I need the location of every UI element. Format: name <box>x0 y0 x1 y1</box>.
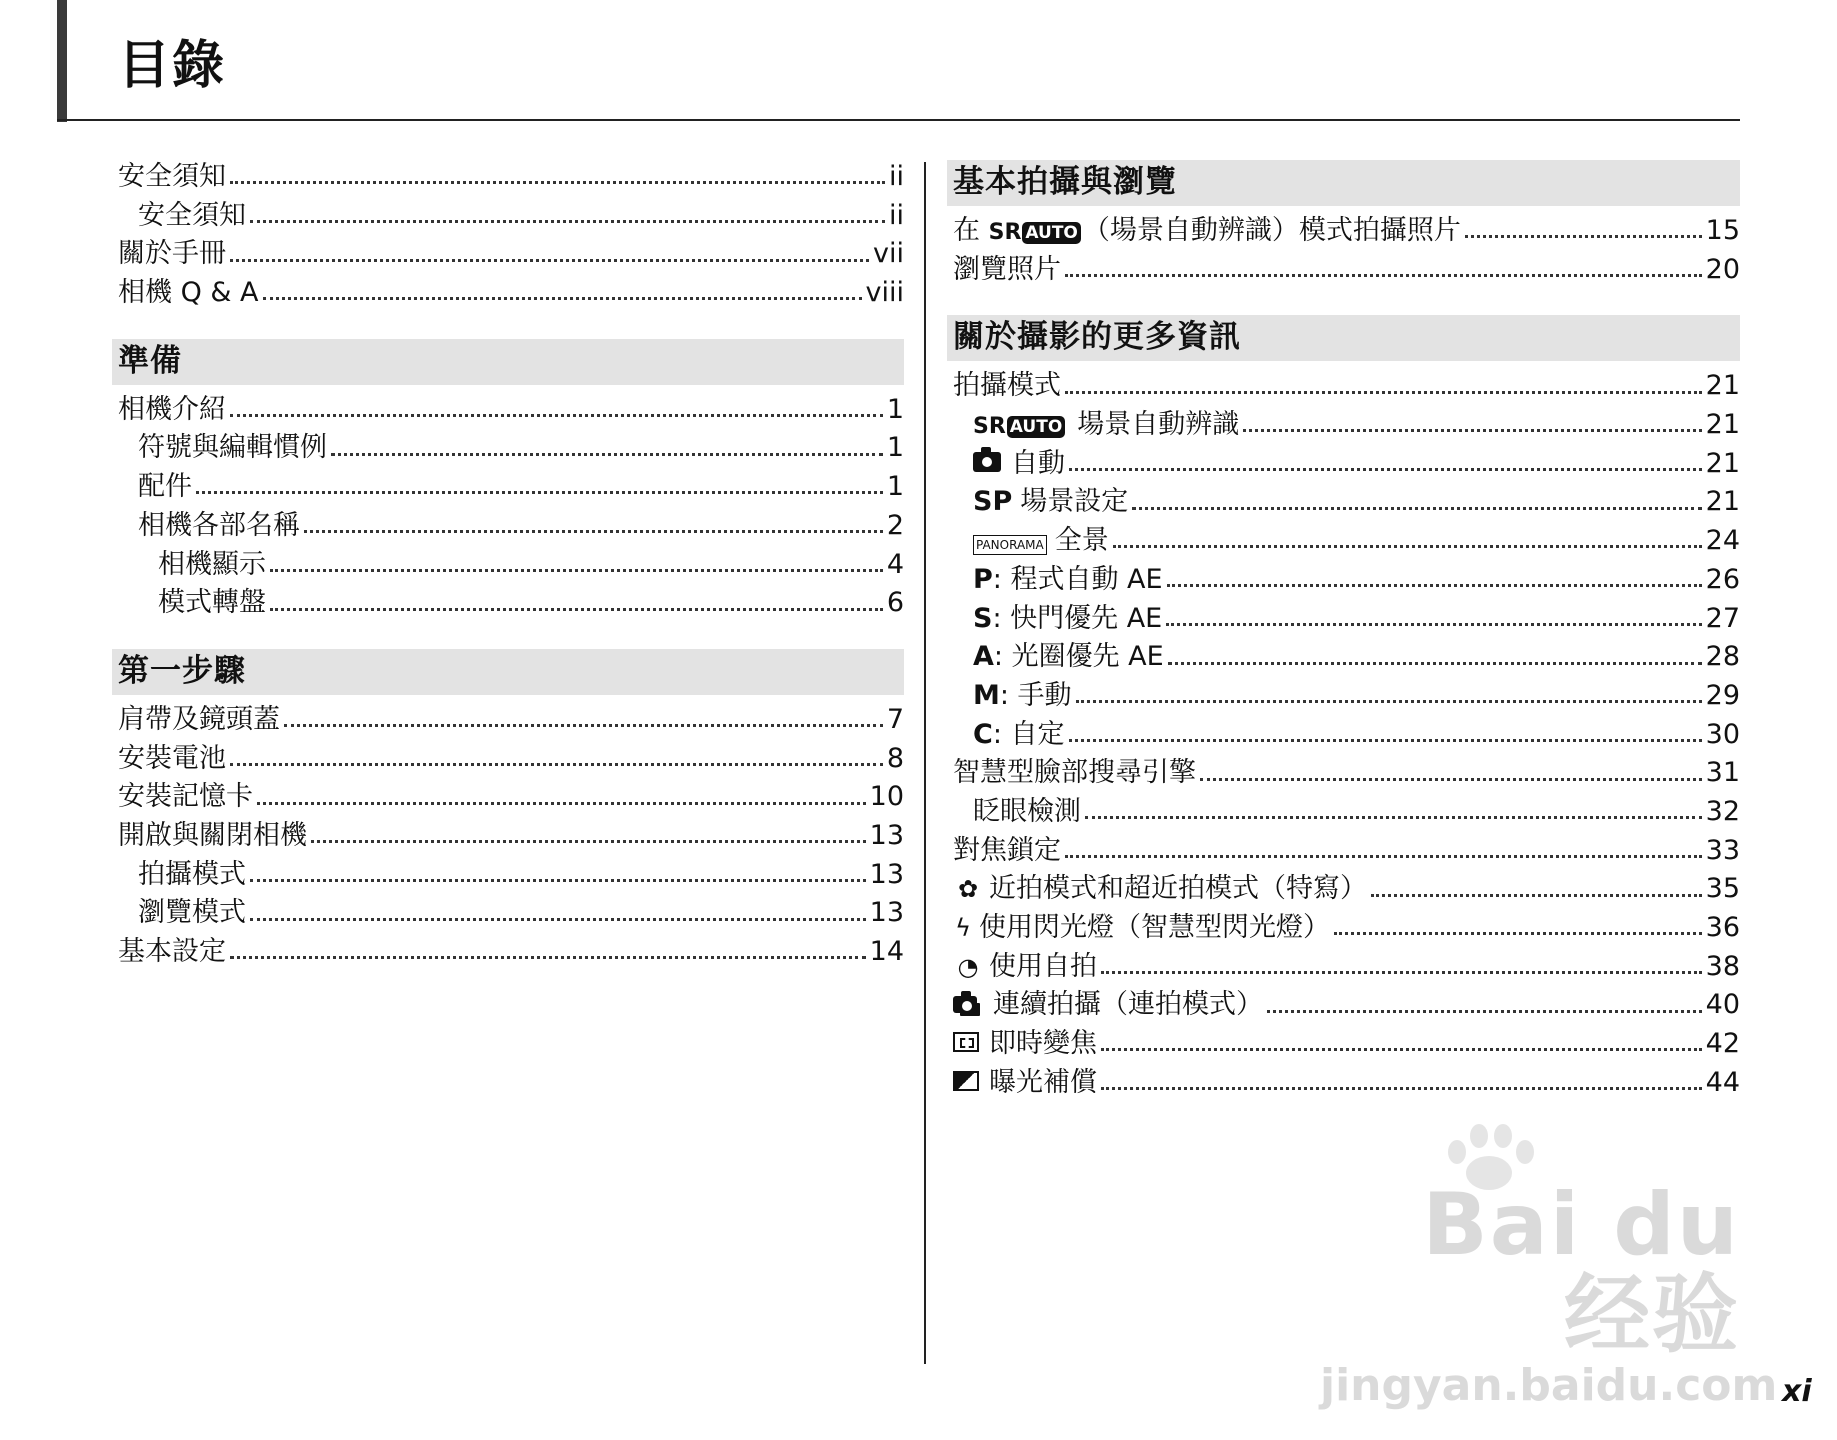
leader-dots <box>1065 854 1702 858</box>
toc-entry-page: 29 <box>1705 679 1740 711</box>
toc-entry[interactable] <box>953 909 1740 948</box>
toc-entry[interactable] <box>953 522 1740 561</box>
toc-entry-page: 4 <box>886 548 904 580</box>
mode-letter: S <box>973 602 993 634</box>
toc-entry-page: 1 <box>886 432 904 464</box>
toc-entry-page: 13 <box>869 858 904 890</box>
leader-dots <box>1065 390 1702 394</box>
toc-entry[interactable] <box>953 716 1740 755</box>
toc-entry[interactable] <box>953 986 1740 1025</box>
toc-entry-label: 關於手冊 <box>118 238 226 270</box>
leader-dots <box>250 917 866 921</box>
leader-dots <box>230 180 885 184</box>
toc-entry-text: : 光圈優先 AE <box>993 641 1164 673</box>
toc-entry-page: 24 <box>1705 525 1740 557</box>
leader-dots <box>1243 428 1701 432</box>
leader-dots <box>1167 583 1702 587</box>
toc-entry[interactable] <box>953 600 1740 639</box>
toc-entry-label: 基本設定 <box>118 936 226 967</box>
toc-entry-label: 眨眼檢測 <box>973 795 1081 827</box>
toc-entry[interactable] <box>953 1025 1740 1064</box>
toc-entry-page: 1 <box>886 393 904 425</box>
toc-entry-text: 使用自拍 <box>989 950 1097 982</box>
toc-entry-text: 自動 <box>1011 447 1065 479</box>
toc-entry-label: 瀏覽照片 <box>953 253 1061 285</box>
toc-entry-page: 2 <box>886 509 904 541</box>
toc-entry-page: 14 <box>869 936 904 967</box>
toc-left-column <box>118 158 904 972</box>
leader-dots <box>1132 506 1701 510</box>
toc-entry-label: 相機各部名稱 <box>138 509 300 541</box>
leader-dots <box>263 296 862 300</box>
leader-dots <box>1076 699 1702 703</box>
mode-letter: SP <box>973 486 1013 518</box>
toc-entry-page: ii <box>888 161 904 192</box>
toc-right-column <box>953 158 1740 1102</box>
section-heading-more-on-photography: 關於攝影的更多資訊 <box>947 315 1740 361</box>
leader-dots <box>250 219 885 223</box>
instant-zoom-icon <box>953 1032 979 1052</box>
toc-entry-text: : 快門優先 AE <box>992 602 1163 634</box>
continuous-icon <box>953 996 977 1013</box>
toc-entry[interactable] <box>118 274 904 313</box>
toc-entry[interactable] <box>118 429 904 468</box>
leader-dots <box>1069 738 1702 742</box>
toc-entry-page: 33 <box>1705 834 1740 866</box>
toc-entry-page: 31 <box>1705 757 1740 789</box>
toc-entry[interactable] <box>953 638 1740 677</box>
leader-dots <box>1166 622 1701 626</box>
leader-dots <box>230 762 883 766</box>
toc-entry-page: 32 <box>1705 795 1740 827</box>
toc-entry[interactable] <box>118 546 904 585</box>
toc-entry-page: 21 <box>1705 409 1740 441</box>
toc-entry[interactable] <box>953 406 1740 445</box>
toc-entry-text: 曝光補償 <box>989 1066 1097 1098</box>
toc-entry-text: 場景自動辨識 <box>1077 409 1240 441</box>
leader-dots <box>257 801 866 805</box>
leader-dots <box>230 258 869 262</box>
toc-entry-prefix: 在 <box>953 215 989 246</box>
toc-entry-text: : 手動 <box>999 679 1072 711</box>
toc-entry[interactable] <box>118 894 904 933</box>
toc-entry-label <box>973 638 1164 677</box>
leader-dots <box>1065 273 1702 277</box>
toc-entry-page: 13 <box>869 897 904 929</box>
toc-entry-text: : 自定 <box>992 718 1065 750</box>
toc-entry-page: 44 <box>1705 1066 1740 1098</box>
sr-auto-icon <box>989 214 1081 253</box>
toc-entry[interactable] <box>118 197 904 236</box>
toc-entry-label <box>973 483 1128 522</box>
toc-entry-page: 13 <box>869 819 904 851</box>
toc-entry-page: 38 <box>1705 950 1740 982</box>
toc-entry[interactable] <box>118 778 904 817</box>
toc-entry-label <box>953 1025 1097 1064</box>
leader-dots <box>196 490 883 494</box>
leader-dots <box>1200 777 1702 781</box>
toc-entry-label <box>973 406 1239 447</box>
toc-entry-label <box>973 522 1109 561</box>
toc-entry[interactable] <box>118 468 904 507</box>
leader-dots <box>1101 1086 1702 1090</box>
self-timer-icon: ◔ <box>957 952 979 981</box>
toc-entry-label <box>953 948 1097 987</box>
sr-icon-text: SR <box>988 220 1022 245</box>
sr-auto-icon <box>973 408 1065 447</box>
toc-entry[interactable] <box>118 856 904 895</box>
toc-entry-page: 15 <box>1705 215 1740 246</box>
toc-entry-page: 20 <box>1705 253 1740 285</box>
toc-entry-page: 8 <box>886 742 904 774</box>
column-divider <box>924 162 926 1364</box>
baidu-watermark <box>1320 1175 1778 1411</box>
leader-dots <box>1085 815 1702 819</box>
toc-entry-page: 7 <box>886 703 904 735</box>
title-rule <box>57 119 1740 121</box>
leader-dots <box>1334 931 1702 935</box>
toc-entry-label <box>953 212 1461 253</box>
toc-entry-label: 安全須知 <box>138 199 246 231</box>
auto-badge: AUTO <box>1007 416 1066 438</box>
toc-entry-label: 拍攝模式 <box>138 858 246 890</box>
toc-entry-label <box>973 716 1065 755</box>
toc-entry-label <box>953 909 1330 948</box>
paw-icon <box>1440 1120 1530 1190</box>
toc-entry[interactable] <box>953 1064 1740 1103</box>
leader-dots <box>1168 661 1702 665</box>
toc-entry-label <box>973 677 1072 716</box>
leader-dots <box>1371 893 1702 897</box>
toc-entry-page: 30 <box>1705 718 1740 750</box>
toc-entry-page: 21 <box>1705 447 1740 479</box>
leader-dots <box>284 723 883 727</box>
toc-entry-page: 36 <box>1705 912 1740 943</box>
toc-entry-label: 瀏覽模式 <box>138 897 246 929</box>
leader-dots <box>1267 1009 1702 1013</box>
toc-entry-page: 1 <box>886 471 904 503</box>
toc-entry-label <box>953 870 1367 909</box>
toc-entry-label: 相機顯示 <box>158 548 266 580</box>
toc-entry-page: ii <box>888 199 904 231</box>
leader-dots <box>1465 234 1702 238</box>
toc-entry-page: 28 <box>1705 641 1740 673</box>
leader-dots <box>270 607 883 611</box>
toc-entry-text: 使用閃光燈（智慧型閃光燈） <box>979 912 1330 943</box>
toc-entry-label: 安裝記憶卡 <box>118 781 253 813</box>
toc-entry[interactable] <box>953 212 1740 251</box>
toc-entry-text: （場景自動辨識）模式拍攝照片 <box>1082 215 1461 246</box>
section-heading-basic-shooting: 基本拍攝與瀏覽 <box>947 160 1740 206</box>
toc-entry-label: 開啟與關閉相機 <box>118 819 307 851</box>
flash-icon: ϟ <box>955 914 971 942</box>
toc-entry-label: 模式轉盤 <box>158 587 266 619</box>
toc-entry[interactable] <box>118 740 904 779</box>
toc-entry-label: 智慧型臉部搜尋引擎 <box>953 757 1196 789</box>
leader-dots <box>230 413 883 417</box>
panorama-icon: PANORAMA <box>973 535 1047 555</box>
leader-dots <box>304 529 883 533</box>
toc-entry-label: 對焦鎖定 <box>953 834 1061 866</box>
toc-entry-page: 6 <box>886 587 904 619</box>
leader-dots <box>270 568 883 572</box>
toc-entry[interactable] <box>953 870 1740 909</box>
mode-letter: M <box>973 679 1000 711</box>
page-title: 目錄 <box>118 36 227 96</box>
toc-entry[interactable] <box>118 933 904 972</box>
toc-entry-label <box>953 1064 1097 1103</box>
exposure-compensation-icon <box>953 1071 979 1091</box>
toc-entry[interactable] <box>118 158 904 197</box>
toc-entry[interactable] <box>953 445 1740 484</box>
leader-dots <box>1101 1047 1702 1051</box>
toc-entry[interactable] <box>953 561 1740 600</box>
toc-entry-label <box>973 600 1162 639</box>
macro-icon: ✿ <box>957 875 979 904</box>
auto-badge: AUTO <box>1022 222 1081 244</box>
toc-entry[interactable] <box>953 677 1740 716</box>
section-heading-first-steps: 第一步驟 <box>112 649 904 695</box>
toc-entry-page: 42 <box>1705 1028 1740 1060</box>
toc-entry[interactable] <box>953 483 1740 522</box>
watermark-logo: Bai du 经验 <box>1422 1175 1740 1365</box>
sr-icon-text: SR <box>973 414 1006 440</box>
toc-entry[interactable] <box>953 793 1740 832</box>
toc-entry[interactable] <box>118 507 904 546</box>
toc-entry-text: 全景 <box>1054 525 1109 557</box>
mode-letter: C <box>973 718 993 750</box>
toc-entry-page: 21 <box>1705 486 1740 518</box>
toc-entry-label: 相機 Q & A <box>118 277 259 309</box>
mode-letter: A <box>973 641 994 673</box>
section-heading-preparation: 準備 <box>112 339 904 385</box>
leader-dots <box>1069 467 1702 471</box>
toc-entry-label: 拍攝模式 <box>953 370 1061 402</box>
toc-entry[interactable] <box>118 701 904 740</box>
toc-entry-label <box>953 986 1263 1025</box>
toc-entry[interactable] <box>118 391 904 430</box>
toc-entry-text: 即時變焦 <box>989 1028 1097 1060</box>
toc-entry-text: 場景設定 <box>1020 486 1129 518</box>
leader-dots <box>1113 544 1702 548</box>
toc-entry[interactable] <box>953 948 1740 987</box>
toc-entry[interactable] <box>118 817 904 856</box>
toc-entry-page: 40 <box>1705 989 1740 1021</box>
leader-dots <box>230 955 866 959</box>
watermark-url: jingyan.baidu.com <box>1320 1360 1778 1411</box>
toc-entry[interactable] <box>953 754 1740 793</box>
toc-entry-text: 連續拍攝（連拍模式） <box>993 989 1263 1021</box>
toc-entry-label <box>973 445 1065 484</box>
leader-dots <box>250 878 866 882</box>
toc-entry-label: 相機介紹 <box>118 393 226 425</box>
toc-entry[interactable] <box>118 584 904 623</box>
toc-entry-label: 安全須知 <box>118 161 226 192</box>
leader-dots <box>331 452 883 456</box>
toc-entry-text: : 程式自動 AE <box>992 563 1163 595</box>
toc-entry-label: 配件 <box>138 471 192 503</box>
toc-entry[interactable] <box>118 235 904 274</box>
toc-entry-page: 21 <box>1705 370 1740 402</box>
toc-entry-label: 安裝電池 <box>118 742 226 774</box>
toc-entry[interactable] <box>953 251 1740 290</box>
toc-entry-label <box>973 561 1163 600</box>
title-accent-bar <box>57 0 67 122</box>
toc-entry-page: 10 <box>869 781 904 813</box>
mode-letter: P <box>973 563 993 595</box>
toc-entry-page: 26 <box>1705 563 1740 595</box>
toc-entry-page: viii <box>865 277 904 309</box>
toc-entry-page: vii <box>873 238 904 270</box>
toc-entry-label: 肩帶及鏡頭蓋 <box>118 703 280 735</box>
toc-entry-label: 符號與編輯慣例 <box>138 432 327 464</box>
toc-entry-text: 近拍模式和超近拍模式（特寫） <box>989 873 1367 905</box>
toc-entry-page: 35 <box>1705 873 1740 905</box>
leader-dots <box>1101 970 1702 974</box>
toc-entry[interactable] <box>953 832 1740 871</box>
toc-entry[interactable] <box>953 367 1740 406</box>
camera-icon <box>973 452 1001 472</box>
page-number: xi <box>1782 1374 1812 1409</box>
toc-entry-page: 27 <box>1705 602 1740 634</box>
leader-dots <box>311 839 866 843</box>
